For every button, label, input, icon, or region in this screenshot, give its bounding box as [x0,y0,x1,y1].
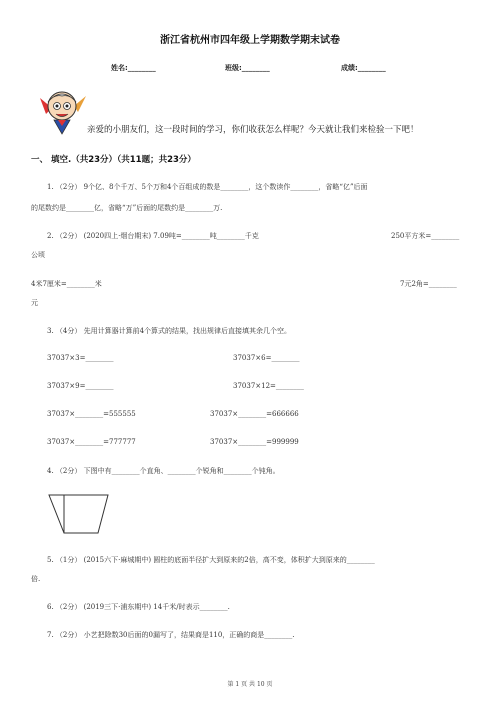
question-2-line-4: 元 [31,299,38,307]
question-5-line-1: 5. （1分） (2015六下·麻城期中) 圆柱的底面半径扩大到原来的2倍，高不变，体积扩大到原来的________ [47,556,375,564]
page-footer: 第 1 页 共 10 页 [227,681,273,688]
question-3-item: 37037×________=666666 [210,410,299,418]
trapezoid-figure [48,489,110,535]
name-field: 姓名:________ [111,64,156,72]
question-2-money: 7元2角=________ [400,280,457,288]
question-3-item: 37037×12=________ [233,382,304,390]
question-2-line-2: 公顷 [31,251,45,259]
question-3-item: 37037×9=________ [47,382,114,390]
question-3-intro: 3. （4分） 先用计算器计算前4个算式的结果，找出规律后直接填其余几个空。 [47,327,292,335]
score-field: 成绩:________ [341,64,386,72]
question-5-line-2: 倍. [31,575,41,583]
class-field: 班级:________ [225,64,270,72]
section-heading: 一、 填空.（共23分）（共11题；共23分） [31,155,196,165]
page-title: 浙江省杭州市四年级上学期数学期末试卷 [160,35,340,46]
question-3-item: 37037×________=777777 [47,438,136,446]
greeting-text: 亲爱的小朋友们，这一段时间的学习，你们收获怎么样呢？今天就让我们来检验一下吧！ [87,125,419,135]
question-7: 7. （2分） 小艺把除数30后面的0漏写了，结果商是110，正确的商是________. [47,631,295,639]
question-1-line-1: 1. （2分） 9个亿、8个千万、5个万和4个百组成的数是________，这个数读作________，省略“亿”后面 [47,183,368,191]
question-3-item: 37037×________=999999 [210,438,299,446]
question-3-item: 37037×3=________ [47,354,114,362]
mascot-image [36,86,88,136]
question-2-area: 250平方米=________ [391,232,460,240]
question-3-item: 37037×6=________ [233,354,300,362]
question-2-line-1: 2. （2分） (2020四上·烟台期末) 7.09吨=________吨________千克 [47,232,259,240]
question-4: 4. （2分） 下图中有________个直角、________个锐角和________个钝角。 [47,467,280,475]
question-2-length: 4米7厘米=________米 [31,280,102,288]
question-6: 6. （2分） (2019三下·浦东期中) 14千米/时表示________. [47,603,230,611]
question-3-item: 37037×________=555555 [47,410,136,418]
question-1-line-2: 的尾数约是________亿，省略“万”后面的尾数约是________万. [31,204,223,212]
